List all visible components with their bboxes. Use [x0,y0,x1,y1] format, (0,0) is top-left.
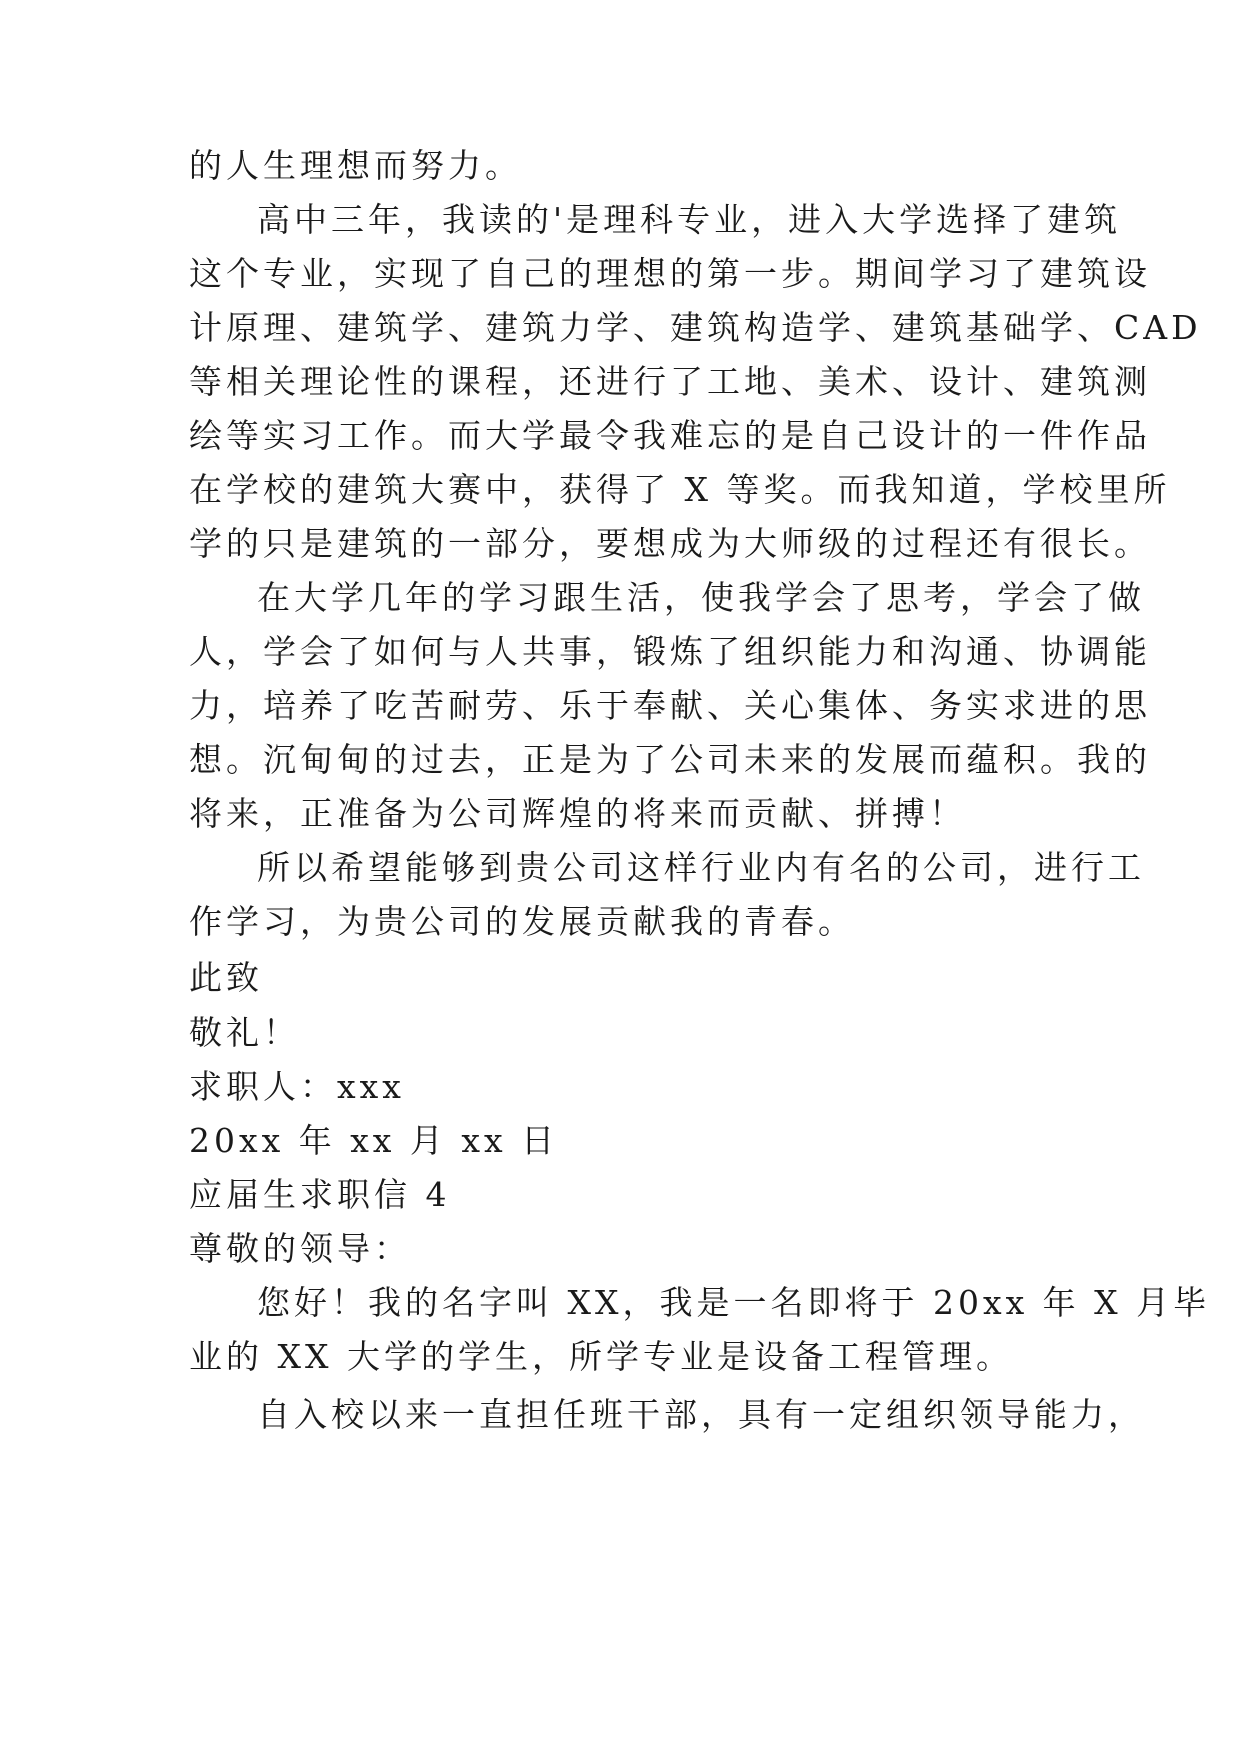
text-line-7: 在学校的建筑大赛中，获得了 X 等奖。而我知道，学校里所 [189,470,1171,509]
text-line-13: 将来，正准备为公司辉煌的将来而贡献、拼搏！ [189,794,966,833]
text-line-1: 的人生理想而努力。 [189,146,522,185]
text-line-12: 想。沉甸甸的过去，正是为了公司未来的发展而蕴积。我的 [189,740,1151,779]
text-line-3: 这个专业，实现了自己的理想的第一步。期间学习了建筑设 [189,254,1151,293]
text-line-22: 您好！我的名字叫 XX，我是一名即将于 20xx 年 X 月毕 [257,1283,1211,1322]
text-line-10: 人，学会了如何与人共事，锻炼了组织能力和沟通、协调能 [189,632,1151,671]
text-line-19: 20xx 年 xx 月 xx 日 [189,1121,559,1160]
text-line-2: 高中三年，我读的'是理科专业，进入大学选择了建筑 [257,200,1122,239]
text-line-21: 尊敬的领导： [189,1229,411,1268]
text-line-17: 敬礼！ [189,1013,300,1052]
text-line-9: 在大学几年的学习跟生活，使我学会了思考，学会了做 [257,578,1145,617]
text-line-11: 力，培养了吃苦耐劳、乐于奉献、关心集体、务实求进的思 [189,686,1151,725]
text-line-8: 学的只是建筑的一部分，要想成为大师级的过程还有很长。 [189,524,1151,563]
text-line-16: 此致 [189,958,263,997]
text-line-5: 等相关理论性的课程，还进行了工地、美术、设计、建筑测 [189,362,1151,401]
text-line-15: 作学习，为贵公司的发展贡献我的青春。 [189,902,855,941]
text-line-20: 应届生求职信 4 [189,1175,451,1214]
text-line-23: 业的 XX 大学的学生，所学专业是设备工程管理。 [189,1337,1013,1376]
text-line-24: 自入校以来一直担任班干部，具有一定组织领导能力， [257,1395,1145,1434]
text-line-6: 绘等实习工作。而大学最令我难忘的是自己设计的一件作品 [189,416,1151,455]
text-line-18: 求职人：xxx [189,1067,405,1106]
text-line-4: 计原理、建筑学、建筑力学、建筑构造学、建筑基础学、CAD [189,308,1202,347]
text-line-14: 所以希望能够到贵公司这样行业内有名的公司，进行工 [257,848,1145,887]
